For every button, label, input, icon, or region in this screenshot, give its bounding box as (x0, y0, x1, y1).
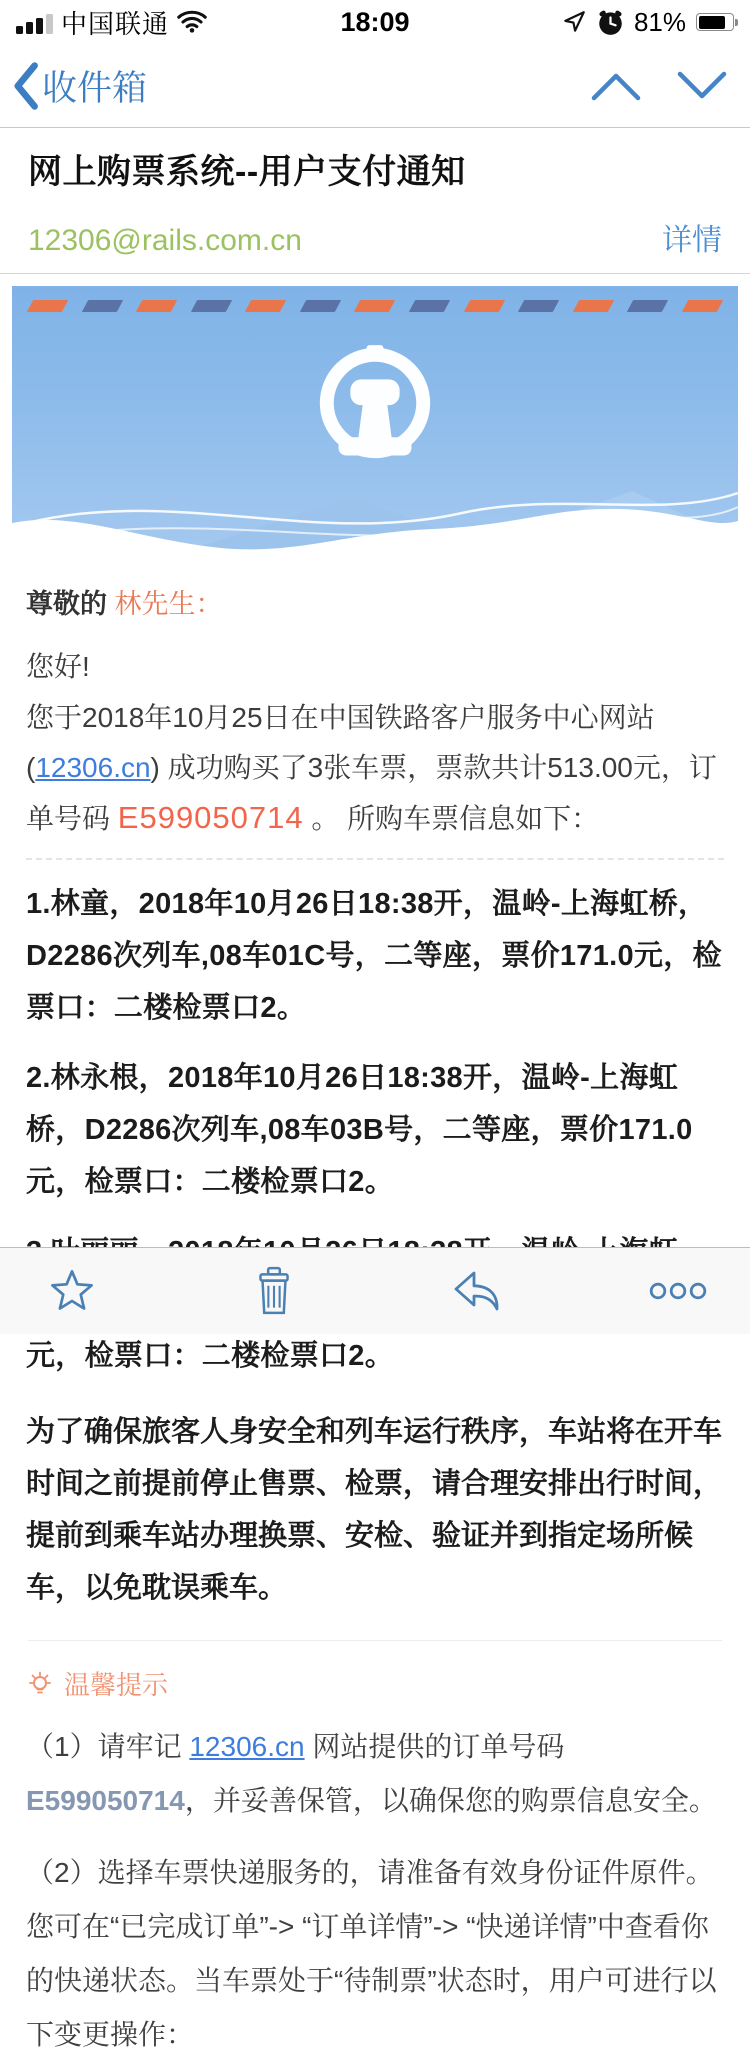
intro-paragraph (26, 693, 724, 844)
email-header (0, 128, 750, 274)
status-bar (0, 0, 750, 44)
trash-icon (251, 1266, 297, 1316)
ticket-item-3: 元，检票口：二楼检票口2。 (26, 1340, 395, 1372)
sender-address[interactable]: 12306@rails.com.cn (28, 224, 302, 257)
site-link-tip[interactable]: 12306.cn (189, 1731, 305, 1762)
greeting-line (26, 582, 724, 621)
location-arrow-icon (561, 9, 587, 35)
tip1-text-1: （1）请牢记 (26, 1731, 190, 1762)
section-divider (28, 1640, 722, 1641)
tip1-order-number: E599050714 (26, 1785, 185, 1816)
intro-text-3: 。 所购车票信息如下： (303, 803, 600, 834)
status-time: 18:09 (340, 6, 410, 37)
ticket-item-1: 1.林童，2018年10月26日18:38开，温岭-上海虹桥，D2286次列车,08车01C号，二等座，票价171.0元，检票口：二楼检票口2。 (26, 888, 722, 1024)
trash-button[interactable] (246, 1263, 302, 1319)
site-link[interactable]: 12306.cn (35, 752, 151, 783)
chevron-up-icon[interactable] (590, 70, 642, 102)
flag-button[interactable] (44, 1263, 100, 1319)
order-number: E599050714 (117, 800, 304, 835)
hello-line: 您好! (26, 651, 90, 682)
email-subject: 网上购票系统--用户支付通知 (28, 153, 466, 191)
alarm-clock-icon (597, 9, 624, 36)
wave-decoration (12, 477, 738, 559)
china-railway-logo-icon (300, 338, 450, 468)
email-banner (12, 286, 738, 558)
dashed-divider (26, 858, 724, 860)
carrier-label: 中国联通 (61, 8, 170, 39)
tip1-text-2: 网站提供的订单号码 (304, 1731, 565, 1762)
mail-nav-bar (0, 44, 750, 128)
ticket-item-2: 2.林永根，2018年10月26日18:38开，温岭-上海虹桥，D2286次列车,08车03B号，二等座，票价171.0元，检票口：二楼检票口2。 (26, 1062, 693, 1198)
tip-1 (26, 1720, 724, 1828)
tip-2: （2）选择车票快递服务的，请准备有效身份证件原件。您可在“已完成订单”-> “订单详情”-> “快递详情”中查看你的快递状态。当车票处于“待制票”状态时，用户可进行以下变更操作： (26, 1857, 717, 2050)
back-to-inbox-button[interactable] (10, 61, 147, 111)
battery-icon (696, 13, 734, 31)
more-icon (648, 1277, 708, 1305)
greeting-name: 林先生： (114, 589, 223, 619)
lightbulb-icon (26, 1670, 54, 1698)
tips-title: 温馨提示 (64, 1670, 169, 1700)
mail-toolbar (0, 1247, 750, 1334)
greeting-prefix: 尊敬的 (26, 589, 115, 619)
tips-title-row (26, 1665, 724, 1702)
intro-text-2: ) 成功购买了3张车票，票款共计513.00元，订单号码 (26, 752, 717, 834)
safety-notice: 为了确保旅客人身安全和列车运行秩序，车站将在开车时间之前提前停止售票、检票，请合理安排出行时间，提前到乘车站办理换票、安检、验证并到指定场所候车，以免耽误乘车。 (26, 1416, 723, 1604)
details-link[interactable]: 详情 (662, 224, 722, 257)
star-flag-icon (47, 1266, 97, 1316)
more-button[interactable] (650, 1263, 706, 1319)
battery-percent-label: 81% (633, 6, 686, 37)
back-chevron-icon (10, 62, 40, 110)
reply-icon (450, 1267, 502, 1315)
back-label: 收件箱 (42, 68, 148, 108)
chevron-down-icon[interactable] (676, 70, 728, 102)
intro-text-1: 您于2018年10月25日在中国铁路客户服务中心网站( (26, 702, 655, 783)
tip1-text-3: ，并妥善保管，以确保您的购票信息安全。 (184, 1785, 717, 1816)
reply-button[interactable] (448, 1263, 504, 1319)
dashed-border-decoration (30, 300, 720, 312)
